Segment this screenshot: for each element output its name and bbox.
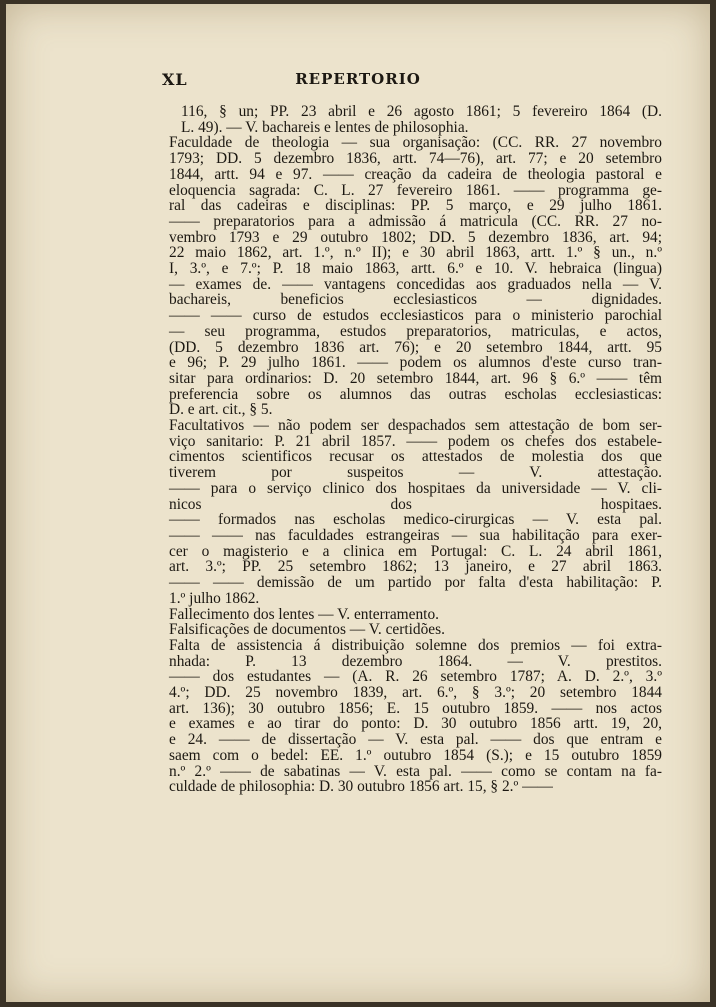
text-line: e 96; P. 29 julho 1861. —— podem os alumnos d'este curso tran-: [169, 354, 662, 372]
repertorio-entry: [169, 104, 662, 135]
text-line: preferencia sobre os alumnos das outras escholas ecclesiasticas:: [169, 385, 662, 403]
text-line: Faculdade de theologia — sua organisação: (CC. RR. 27 novembro: [169, 134, 662, 152]
text-line: 22 maio 1862, art. 1.º, n.º II); e 30 abril 1863, artt. 1.º § un., n.º: [169, 244, 662, 262]
text-line: e 24. —— de dissertação — V. esta pal. —— dos que entram e: [169, 731, 662, 749]
text-line: saem com o bedel: EE. 1.º outubro 1854 (S.); e 15 outubro 1859: [169, 746, 662, 764]
repertorio-entry: [169, 135, 662, 418]
text-line: vembro 1793 e 29 outubro 1802; DD. 5 dezembro 1836, art. 94;: [169, 228, 662, 246]
text-line: ral das cadeiras e disciplinas: PP. 5 março, e 29 julho 1861.: [169, 197, 662, 215]
text-line: (DD. 5 dezembro 1836 art. 76); e 20 setembro 1844, artt. 95: [169, 338, 662, 356]
text-line: 1793; DD. 5 dezembro 1836, artt. 74—76), art. 77; e 20 setembro: [169, 150, 662, 168]
repertorio-text: [169, 104, 662, 795]
page-header: [6, 66, 710, 92]
text-line: culdade de philosophia: D. 30 outubro 1856 art. 15, § 2.º ——: [169, 778, 553, 796]
text-line: I, 3.º, e 7.º; P. 18 maio 1863, artt. 6.º e 10. V. hebraica (lingua): [169, 260, 662, 278]
text-line: —— para o serviço clinico dos hospitaes da universidade — V. cli-: [169, 479, 662, 497]
text-line: eloquencia sagrada: C. L. 27 fevereiro 1861. —— programma ge-: [169, 181, 662, 199]
text-line: —— preparatorios para a admissão á matricula (CC. RR. 27 no-: [169, 212, 662, 230]
text-line: art. 3.º; PP. 25 setembro 1862; 13 janeiro, e 27 abril 1863.: [169, 558, 662, 576]
text-line: 116, § un; PP. 23 abril e 26 agosto 1861; 5 fevereiro 1864 (D.: [181, 103, 662, 120]
text-line: — seu programma, estudos preparatorios, matriculas, e actos,: [169, 322, 662, 340]
text-line: nhada: P. 13 dezembro 1864. — V. prestitos.: [169, 652, 662, 670]
text-line: 1.º julho 1862.: [169, 589, 260, 607]
text-line: e exames e ao tirar do ponto: D. 30 outubro 1856 artt. 19, 20,: [169, 715, 662, 733]
text-line: —— dos estudantes — (A. R. 26 setembro 1787; A. D. 2.º, 3.º: [169, 668, 662, 686]
text-line: Fallecimento dos lentes — V. enterramento.: [169, 605, 439, 623]
text-line: n.º 2.º —— de sabatinas — V. esta pal. —— como se contam na fa-: [169, 762, 662, 780]
text-line: cimentos scientificos recusar os attestados de molestia dos que: [169, 448, 662, 466]
text-line: 1844, artt. 94 e 97. —— creação da cadeira de theologia pastoral e: [169, 165, 662, 183]
repertorio-entry: [169, 622, 662, 638]
repertorio-entry: [169, 418, 662, 606]
text-line: L. 49). — V. bachareis e lentes de philosophia.: [181, 118, 469, 136]
text-line: —— —— curso de estudos ecclesiasticos para o ministerio parochial: [169, 307, 662, 325]
text-line: —— —— nas faculdades estrangeiras — sua habilitação para exer-: [169, 526, 662, 544]
text-line: Falta de assistencia á distribuição solemne dos premios — foi extra-: [169, 636, 662, 654]
text-line: Falsificações de documentos — V. certidões.: [169, 621, 445, 639]
repertorio-entry: [169, 638, 662, 795]
text-line: bachareis, beneficios ecclesiasticos — dignidades.: [169, 291, 662, 309]
repertorio-entry: [169, 607, 662, 623]
text-line: —— —— demissão de um partido por falta d'esta habilitação: P.: [169, 574, 662, 592]
text-line: cer o magisterio e a clinica em Portugal: C. L. 24 abril 1861,: [169, 542, 662, 560]
text-line: sitar para ordinarios: D. 20 setembro 1844, art. 96 § 6.º —— têm: [169, 369, 662, 387]
text-line: D. e art. cit., § 5.: [169, 401, 273, 419]
text-line: viço sanitario: P. 21 abril 1857. —— podem os chefes dos estabele-: [169, 432, 662, 450]
text-line: Facultativos — não podem ser despachados sem attestação de bom ser-: [169, 417, 662, 435]
running-title: REPERTORIO: [295, 70, 421, 88]
page-number: XL: [162, 70, 188, 89]
text-line: art. 136); 30 outubro 1856; E. 15 outubro 1859. —— nos actos: [169, 699, 662, 717]
text-line: —— formados nas escholas medico-cirurgicas — V. esta pal.: [169, 511, 662, 529]
text-line: — exames de. —— vantagens concedidas aos graduados nella — V.: [169, 275, 662, 293]
text-line: 4.º; DD. 25 novembro 1839, art. 6.º, § 3.º; 20 setembro 1844: [169, 684, 662, 702]
book-page: [6, 4, 710, 1002]
text-line: nicos dos hospitaes.: [169, 495, 662, 513]
text-line: tiverem por suspeitos — V. attestação.: [169, 464, 662, 482]
